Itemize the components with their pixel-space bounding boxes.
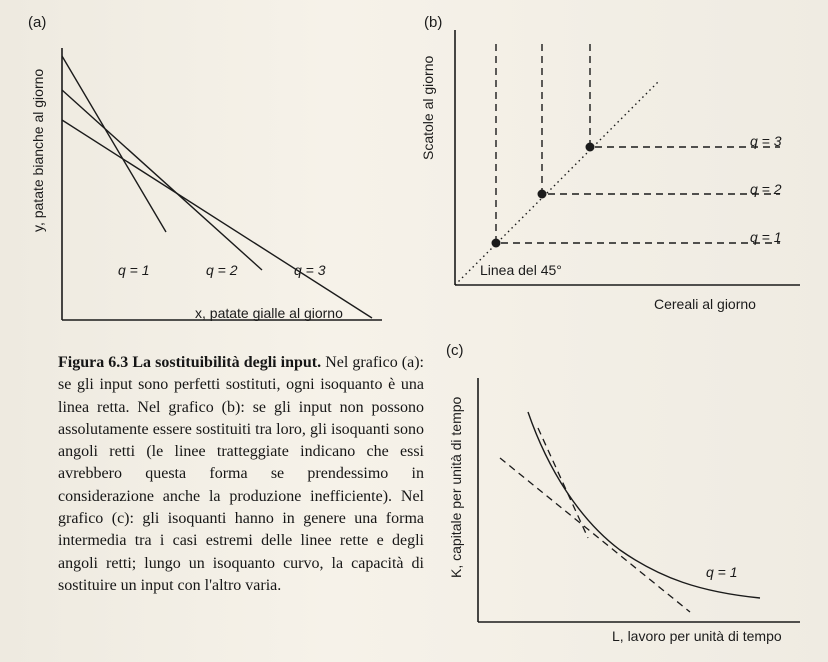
- line-45-label: Linea del 45°: [480, 262, 562, 278]
- panel-c-axes: [478, 378, 800, 622]
- isoquant-a-2: [62, 90, 262, 270]
- panel-c-x-axis-title: L, lavoro per unità di tempo: [612, 628, 782, 644]
- panel-b-corner-points: [492, 143, 595, 248]
- panel-a-x-axis-title: x, patate gialle al giorno: [195, 305, 343, 321]
- panel-b-axes: [455, 30, 800, 285]
- panel-a-q1-label: q = 1: [118, 262, 150, 278]
- panel-c-q1-label: q = 1: [706, 564, 738, 580]
- panel-a-q3-label: q = 3: [294, 262, 326, 278]
- dashed-line-c-1: [538, 428, 588, 538]
- isoquant-b-1: [496, 44, 780, 243]
- panel-a-y-axis-title: y, patate bianche al giorno: [30, 68, 46, 232]
- isoquant-b-2: [542, 44, 780, 194]
- panel-a-axes: [62, 48, 382, 320]
- dashed-line-c-2: [500, 458, 690, 612]
- panel-a-isoquants: [62, 56, 372, 318]
- panel-b-label: (b): [424, 14, 443, 31]
- panel-c-label: (c): [446, 342, 464, 359]
- line-45-degree: [455, 82, 658, 285]
- panel-b-x-axis-title: Cereali al giorno: [654, 296, 756, 312]
- panel-b-q1-label: q = 1: [750, 229, 782, 245]
- isoquant-a-3: [62, 120, 372, 318]
- panel-b-q3-label: q = 3: [750, 133, 782, 149]
- panel-b-y-axis-title: Scatole al giorno: [420, 55, 436, 160]
- panel-a-label: (a): [28, 14, 47, 31]
- figure-caption-body: Nel grafico (a): se gli input sono perfetti sostituti, ogni isoquanto è una linea retta. Nel grafico (b): se gli input non possono assolutamente essere sostituiti tra loro, gli isoquanti sono angoli retti (le linee tratteggiate indicano che essi avrebbero questa forma se prendessimo in considerazione anche la produzione inefficiente). Nel grafico (c): gli isoquanti hanno in genere una forma intermedia tra i casi estremi delle linee rette e degli angoli retti; lungo un isoquanto curvo, la capacità di sostituire un input con l'altro varia.: [58, 354, 425, 594]
- figure-caption: [58, 352, 424, 597]
- isoquant-a-1: [62, 56, 166, 232]
- panel-a-q2-label: q = 2: [206, 262, 238, 278]
- panel-c-y-axis-title: K, capitale per unità di tempo: [448, 396, 464, 578]
- panel-b-isoquants: [496, 44, 780, 243]
- figure-caption-title: Figura 6.3 La sostituibilità degli input.: [58, 354, 322, 371]
- panel-b-q2-label: q = 2: [750, 181, 782, 197]
- isoquant-b-3: [590, 44, 780, 147]
